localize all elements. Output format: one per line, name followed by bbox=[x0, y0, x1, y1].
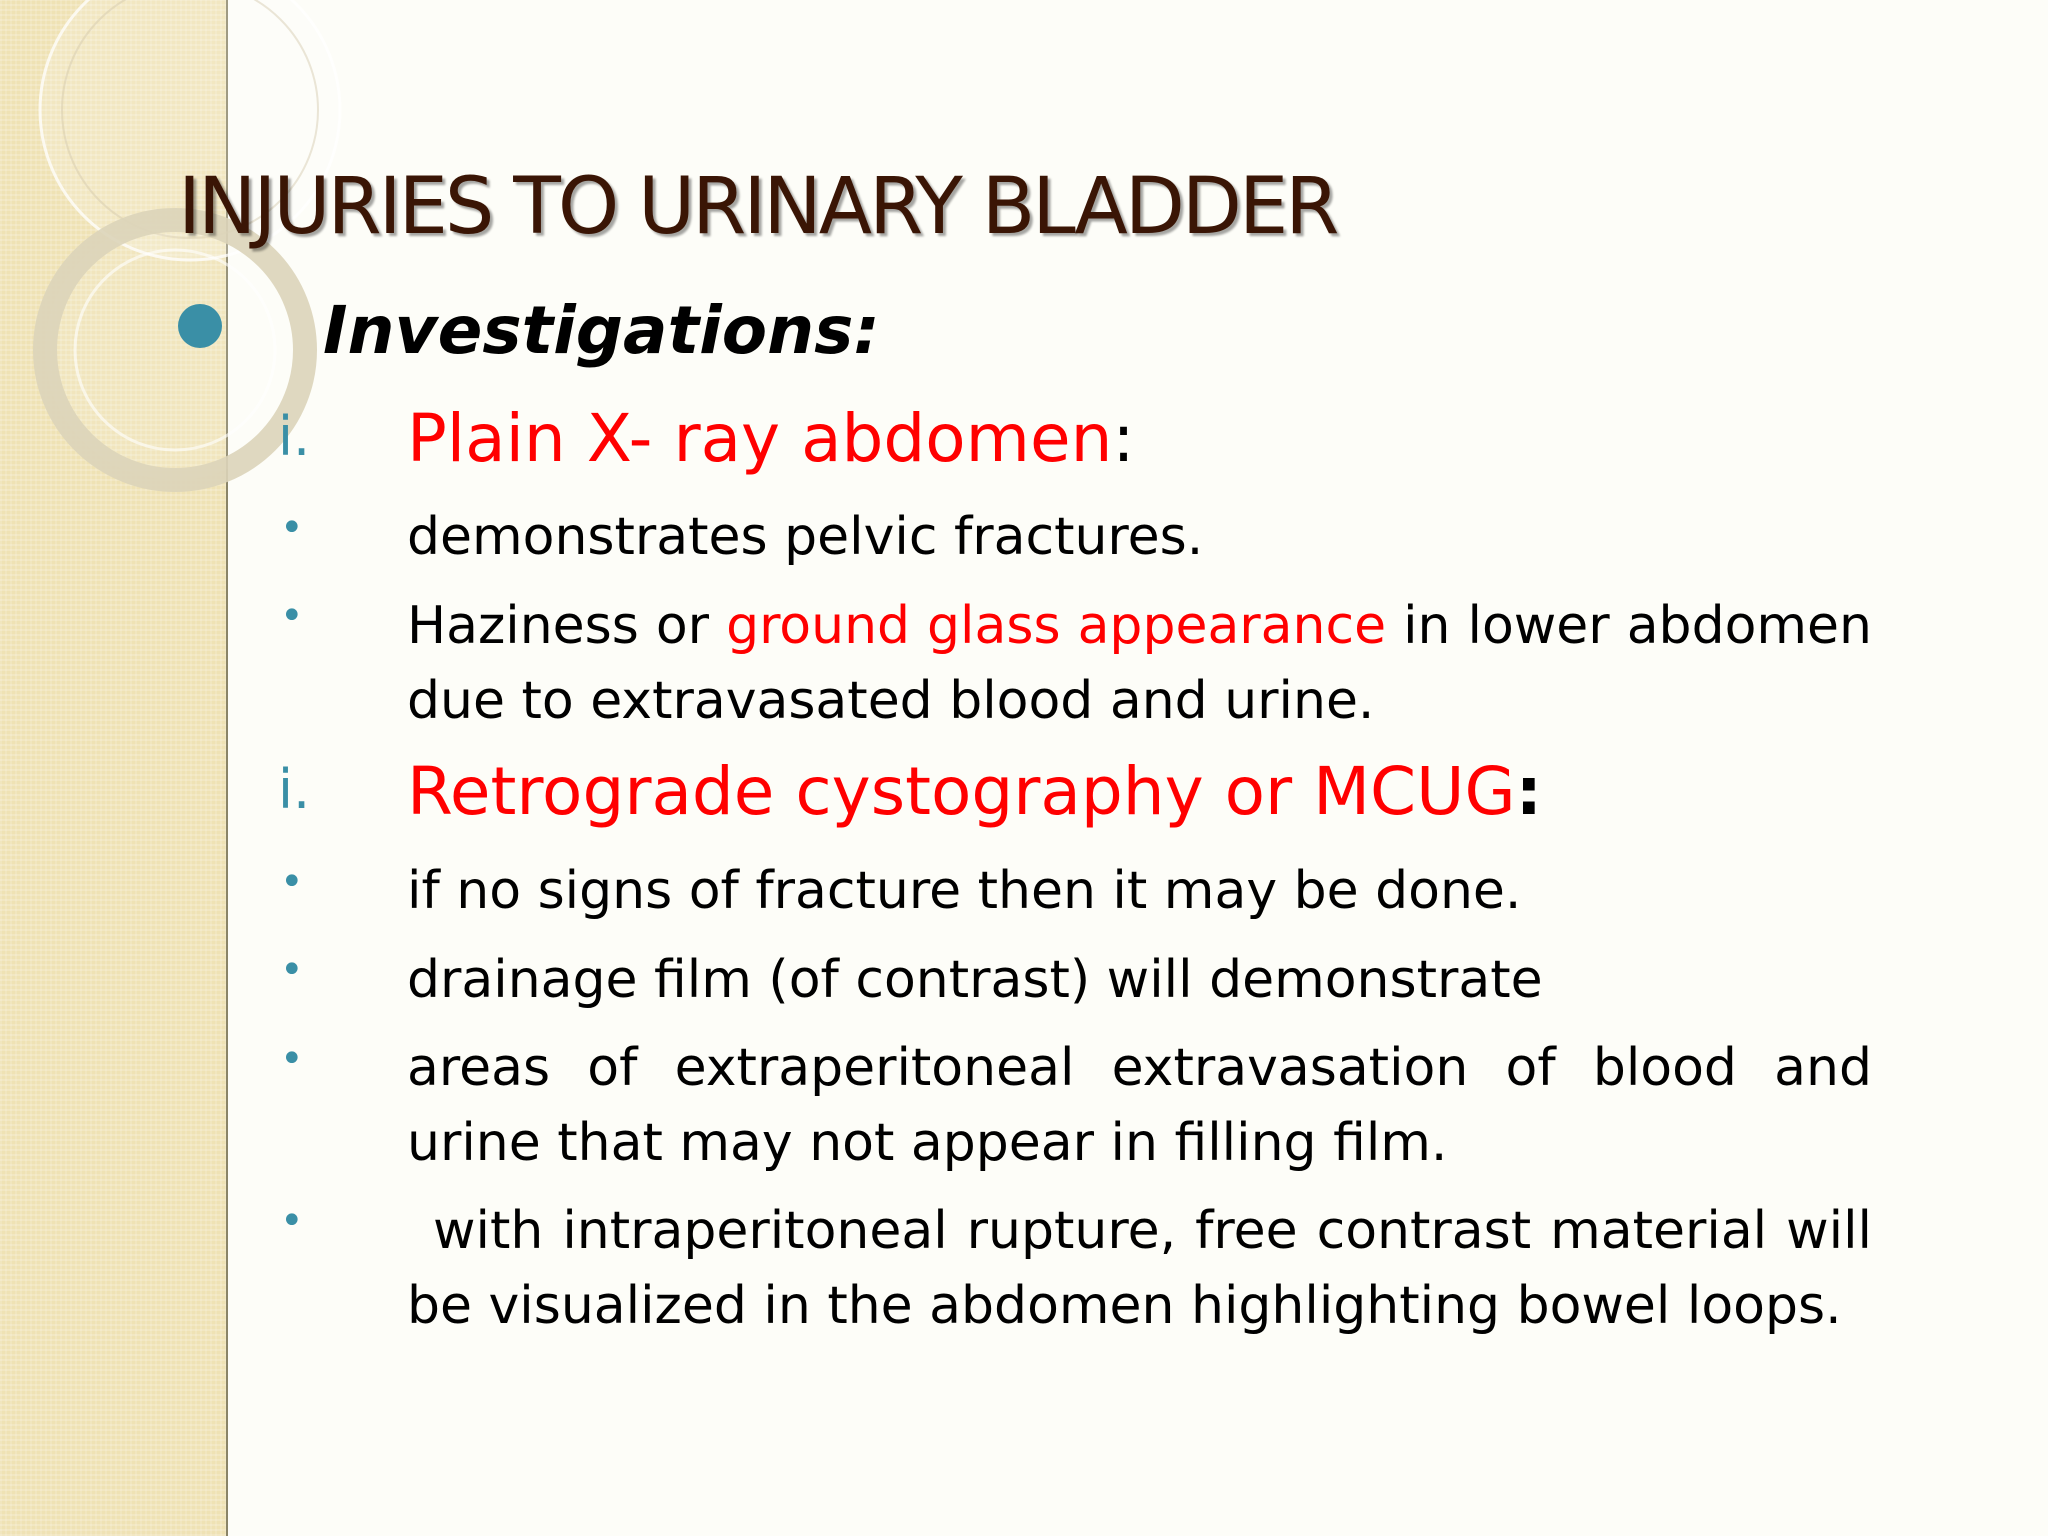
section-title-colon: : bbox=[1515, 753, 1542, 830]
section-title-text: Plain X- ray abdomen bbox=[407, 400, 1113, 477]
bullet-text bbox=[407, 1031, 1872, 1181]
bullet-text-part: Haziness or bbox=[407, 596, 727, 656]
bullet-text-part: drainage film (of contrast) will demonstrate bbox=[407, 950, 1543, 1010]
slide-title: INJURIES TO URINARY BLADDER bbox=[178, 162, 1337, 252]
section-title-colon: : bbox=[1112, 400, 1135, 477]
bullet-text-part: in lower abdomen due to extravasated blood and urine. bbox=[407, 596, 1872, 731]
bullet-icon: • bbox=[280, 1036, 304, 1082]
bullet-icon: • bbox=[280, 859, 304, 905]
section-title-text: Retrograde cystography or MCUG bbox=[407, 753, 1516, 830]
highlighted-phrase: ground glass appearance bbox=[726, 596, 1387, 656]
bullet-icon: • bbox=[280, 593, 304, 639]
investigations-heading: Investigations: bbox=[323, 292, 880, 369]
bullet-icon: • bbox=[280, 505, 304, 551]
section-numeral: i. bbox=[278, 405, 311, 468]
bullet-text-part: demonstrates pelvic fractures. bbox=[407, 507, 1204, 567]
bullet-text-part: areas of extraperitoneal extravasation of blood and urine that may not appear in filling film. bbox=[407, 1038, 1872, 1173]
bullet-icon: • bbox=[280, 947, 304, 993]
bullet-text bbox=[407, 500, 1872, 575]
section-title bbox=[407, 400, 1135, 477]
main-bullet-icon bbox=[178, 304, 222, 348]
section-numeral: i. bbox=[278, 758, 311, 821]
bullet-text bbox=[407, 854, 1872, 929]
section-title bbox=[407, 753, 1542, 830]
bullet-text-part: if no signs of fracture then it may be done. bbox=[407, 861, 1522, 921]
bullet-text bbox=[407, 589, 1872, 739]
bullet-text bbox=[407, 943, 1872, 1018]
bullet-icon: • bbox=[280, 1198, 304, 1244]
decorative-circles bbox=[0, 0, 400, 520]
bullet-text bbox=[407, 1194, 1872, 1344]
bullet-text-part: with intraperitoneal rupture, free contrast material will be visualized in the abdomen highlighting bowel loops. bbox=[407, 1201, 1872, 1336]
